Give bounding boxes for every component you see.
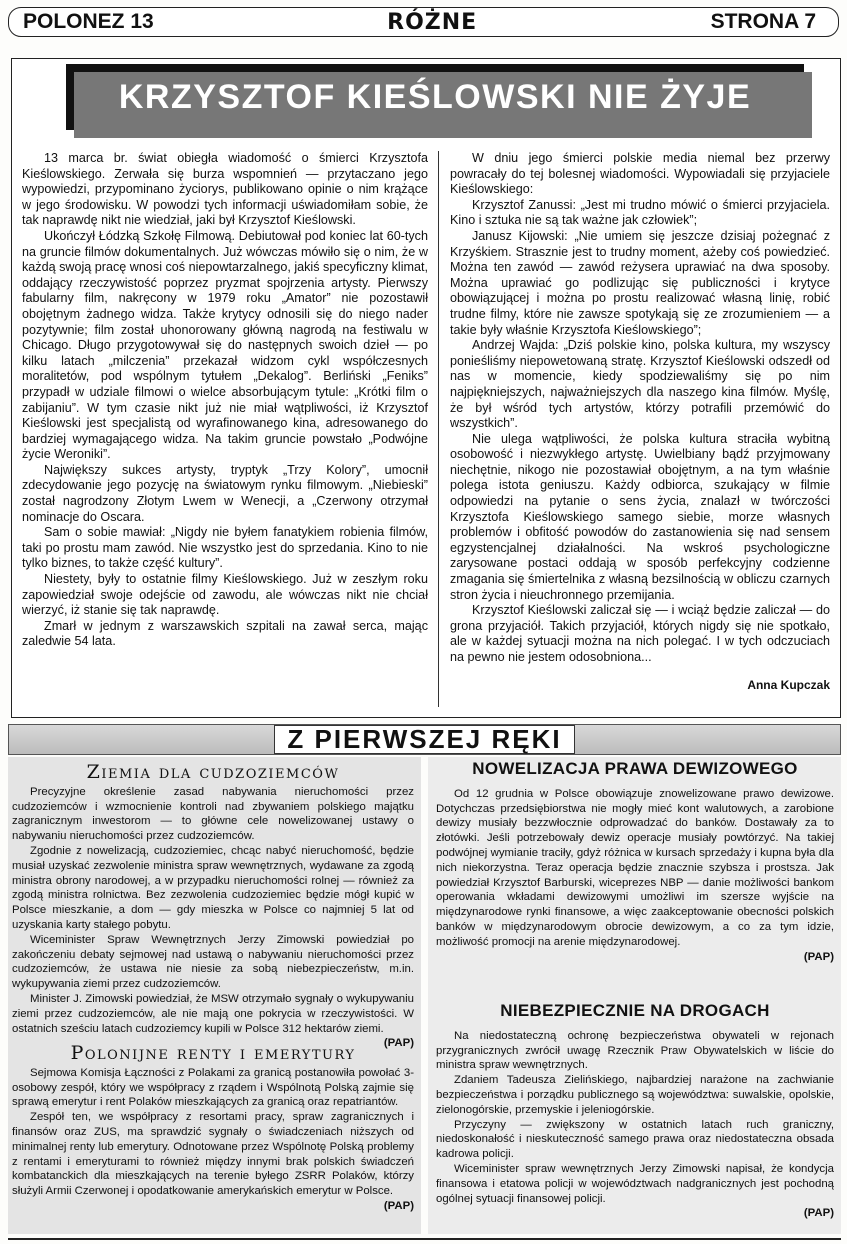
paragraph: Krzysztof Kieślowski zaliczał się — i wciąż będzie zaliczał — do grona przyjaciół. Takich przyjaciół, których nigdy się nie spotkało, ale w każdej sytuacji można na nich polegać. I w tych odczuciach na pewno nie jestem odosobniona... <box>450 603 830 664</box>
news-source: (PAP) <box>383 1199 414 1212</box>
paragraph: Zespół ten, we współpracy z resortami pracy, spraw zagranicznych i finansów oraz ZUS, ma sprawdzić sygnały o świadczeniach niższych od minimalnej renty lub emerytury. Odnotowane przez Wspólnotę Polską problemy z rentami i emeryturami to również między innymi brak polskich świadczeń kombatanckich dla mieszkających na terenie byłego ZSRR Polaków, którzy służyli Armii Czerwonej i opodatkowanie amerykańskich emerytur w Polsce. <box>12 1111 414 1198</box>
paragraph: Największy sukces artysty, tryptyk „Trzy Kolory”, umocnił zdecydowanie jego pozycję na światowym rynku filmowym. „Niebieski” został nagrodzony Złotym Lwem w Wenecji, a „Czerwony otrzymał nominacje do Oscara. <box>22 462 428 524</box>
news-title: Ziemia dla cudzoziemców <box>86 761 340 783</box>
paragraph: Janusz Kijowski: „Nie umiem się jeszcze dzisiaj pożegnać z Krzyśkiem. Strasznie jest to trudny moment, ażeby coś powiedzieć. Można ten zawód — zawód reżysera uprawiać na dwa sposoby. Można uprawiać go podlizując się publiczności i krytyce obowiązującej i można po prostu realizować własną linię, robić trudne filmy, które nie zawsze spotykają się ze zrozumieniem — a takie były właśnie Krzysztofa Kieślowskiego”; <box>450 228 830 337</box>
paragraph: Sam o sobie mawiał: „Nigdy nie byłem fanatykiem robienia filmów, taki po prostu mam zawód. Nie wszystko jest do sprzedania. Kino to nie tylko biznes, to także część kultury”. <box>22 525 428 571</box>
paragraph: Na niedostateczną ochronę bezpieczeństwa obywateli w rejonach przygranicznych zwrócił uwagę Rzecznik Praw Obywatelskich w liście do ministra spraw wewnętrznych. <box>436 1029 834 1072</box>
main-article-right-column <box>450 151 830 693</box>
news-source: (PAP) <box>803 950 834 963</box>
paragraph: Wiceminister Spraw Wewnętrznych Jerzy Zimowski powiedział po zakończeniu debaty sejmowej nad ustawą o nabywaniu nieruchomości przez cudzoziemców, że ustawa nie niesie za sobą niebezpieczeństw, m.in. wykupywania ziemi przez cudzoziemców. <box>12 933 414 991</box>
paragraph: Sejmowa Komisja Łączności z Polakami za granicą postanowiła powołać 3-osobowy zespół, który we współpracy z rządem i Wspólnotą Polską zajmie się sprawą emerytur i rent Polaków mieszkających za granicą oraz repatriantów. <box>12 1066 414 1109</box>
page-header <box>8 7 839 37</box>
paragraph: Zdaniem Tadeusza Zielińskiego, najbardziej narażone na zachwianie bezpieczeństwa i porządku publicznego są województwa: suwalskie, opolskie, zielonogórskie, przemyskie i jeleniogórskie. <box>436 1074 834 1116</box>
paragraph: Precyzyjne określenie zasad nabywania nieruchomości przez cudzoziemców i wzmocnienie kontroli nad zbywaniem polskiego majątku zagranicznym inwestorom — to główne cele nowelizowanej ustawy o nabywaniu nieruchomości przez cudzoziemców. <box>12 785 414 843</box>
article-author: Anna Kupczak <box>747 677 830 692</box>
paragraph: Ukończył Łódzką Szkołę Filmową. Debiutował pod koniec lat 60-tych na gruncie filmów dokumentalnych. Już wówczas mówiło się o nim, że w każdą swoją pracę wnosi coś niepowtarzalnego, jakiś specyficzny klimat, oddający rzeczywistość poprzez pryzmat spojrzenia artysty. Pierwszy fabularny film, nakręcony w 1979 roku „Amator” nie pozostawił obojętnym żadnego widza. Także krytycy odnosili się do niego nader pozytywnie; film został uhonorowany główną nagrodą na festiwalu w Chicago. Długo przygotowywał się do następnych swoich dzieł — po kilku latach „milczenia” przekazał widzom cykl współczesnych moralitetów, pod wspólnym tytułem „Dekalog”. Berliński „Feniks” przypadł w udziale filmowi o wielce absorbującym tytule: „Krótki film o zabijaniu”. W tym czasie nikt już nie miał wątpliwości, iż Krzysztof Kieślowski jest specjalistą od wyrafinowanego kina, adresowanego do bardziej wymagającego widza. Na takim gruncie powstało „Podwójne życie Weroniki”. <box>22 228 428 462</box>
section-banner-label: Z PIERWSZEJ RĘKI <box>274 725 574 754</box>
news-article-land <box>12 761 414 1051</box>
paragraph: W dniu jego śmierci polskie media niemal bez przerwy powracały do tej bolesnej wiadomości. Wypowiadali się przyjaciele Kieślowskiego: <box>450 151 830 197</box>
news-title: Polonijne renty i emerytury <box>70 1042 356 1064</box>
magazine-issue: POLONEZ 13 <box>23 10 154 33</box>
paragraph: Niestety, były to ostatnie filmy Kieślowskiego. Już w zeszłym roku zapowiedział swoje odejście od zawodu, ale wówczas nikt nie chciał wierzyć, iż stanie się tak naprawdę. <box>22 572 428 618</box>
news-source: (PAP) <box>803 1207 834 1220</box>
news-title: NOWELIZACJA PRAWA DEWIZOWEGO <box>472 759 798 778</box>
news-source: (PAP) <box>383 1037 414 1050</box>
paragraph: 13 marca br. świat obiegła wiadomość o śmierci Krzysztofa Kieślowskiego. Zerwała się burza wspomnień — przytaczano jego wypowiedzi, przypominano życiorys, publikowano opinie o nim krążące w jego środowisku. W powodzi tych informacji uświadomiłam sobie, że tak naprawdę nikt nie wiedział, jaki był Krzysztof Kieślowski. <box>22 151 428 228</box>
page-number: STRONA 7 <box>710 10 816 33</box>
main-article-title: KRZYSZTOF KIEŚLOWSKI NIE ŻYJE <box>66 64 804 130</box>
main-article-box <box>11 58 841 718</box>
paragraph: Zgodnie z nowelizacją, cudzoziemiec, chcąc nabyć nieruchomość, będzie musiał uzyskać zezwolenie ministra spraw wewnętrznych, wydawane za zgodą ministra obrony narodowej, a w przypadku nieruchomości rolnej — również za zgodą ministra rolnictwa. Bez zezwolenia cudzoziemiec będzie mógł kupić w Polsce mieszkanie, a dom — gdy mieszka w Polsce co najmniej 5 lat od uzyskania karty stałego pobytu. <box>12 844 414 931</box>
paragraph: Andrzej Wajda: „Dziś polskie kino, polska kultura, my wszyscy ponieśliśmy niepowetowaną stratę. Krzysztof Kieślowski odszedł od nas w momencie, kiedy spodziewaliśmy się po nim najpiękniejszych, najważniejszych dla naszego kina filmów. Myślę, że był wśród tych artystów, którzy potrafili przemówić do wszystkich”. <box>450 338 830 431</box>
section-name: RÓŻNE <box>387 9 478 35</box>
paragraph: Zmarł w jednym z warszawskich szpitali na zawał serca, mając zaledwie 54 lata. <box>22 618 428 649</box>
paragraph: Nie ulega wątpliwości, że polska kultura straciła wybitną osobowość i niezwykłego artystę. Uwielbiany bądź przyjmowany niechętnie, nikogo nie pozostawiał obojętnym, a na tym właśnie polega istota geniuszu. Każdy odbiorca, szukający w filmie odpowiedzi na pytanie o sens życia, znalazł w twórczości Krzysztofa Kieślowskiego samego siebie, morze własnych problemów i obfitość powodów do zastanowienia się nad sensem egzystencjalnej działalności. Na wskroś psychologiczne zarysowane postaci oddają w sposób perfekcyjny codzienne zmagania się śmiertelnika z własną bezsilnością w obliczu czarnych stron życia i nieuchronnego przemijania. <box>450 431 830 602</box>
paragraph: Przyczyny — zwiększony w ostatnich latach ruch graniczny, niedoskonałość i nieskuteczność samego prawa oraz niedostateczna obsada kadrowa policji. <box>436 1118 834 1161</box>
news-article-roads <box>436 1001 834 1221</box>
news-article-currency-law <box>436 759 834 964</box>
paragraph: Krzysztof Zanussi: „Jest mi trudno mówić o śmierci przyjaciela. Kino i sztuka nie są tak ważne jak człowiek”; <box>450 197 830 228</box>
paragraph: Od 12 grudnia w Polsce obowiązuje znowelizowane prawo dewizowe. Dotychczas przedsiębiorstwa nie mogły mieć kont walutowych, a zarobione dewizy musiały bezzwłocznie odprowadzać do banków. Dostawały za to złotówki. Jeśli potrzebowały dewiz operacje musiały powtórzyć. Na takiej podwójnej wymianie traciły, gdyż różnica w kursach sprzedaży i kupna była dla nich niekorzystna. Teraz operacja będzie znacznie szybsza i prostsza. Jak powiedział Krzysztof Barburski, wiceprezes NBP — danie możliwości bankom operowania wkładami dewizowymi umożliwi im szersze wyjście na międzynarodowe rynki finansowe, a więc zaakceptowanie obecności polskich banków w międzynarodowym obrocie dewizowym, a co za tym idzie, możliwość promocji na arenie międzynarodowej. <box>436 787 834 948</box>
bottom-divider <box>8 1238 841 1240</box>
paragraph: Wiceminister spraw wewnętrznych Jerzy Zimowski napisał, że kondycja finansowa i etatowa policji w województwach nadgranicznych jest pochodną ogólnej sytuacji finansowej policji. <box>436 1162 834 1205</box>
news-title: NIEBEZPIECZNIE NA DROGACH <box>500 1001 770 1020</box>
column-divider <box>438 151 439 707</box>
paragraph: Minister J. Zimowski powiedział, że MSW otrzymało sygnały o wykupywaniu ziemi przez cudzoziemców, ale nie mają one pokrycia w rzeczywistości. W ostatnich sześciu latach cudzoziemcy kupili w Polsce 312 hektarów ziemi. <box>12 992 414 1035</box>
main-article-left-column <box>22 151 428 650</box>
section-banner <box>8 724 841 755</box>
news-article-pensions <box>12 1042 414 1214</box>
